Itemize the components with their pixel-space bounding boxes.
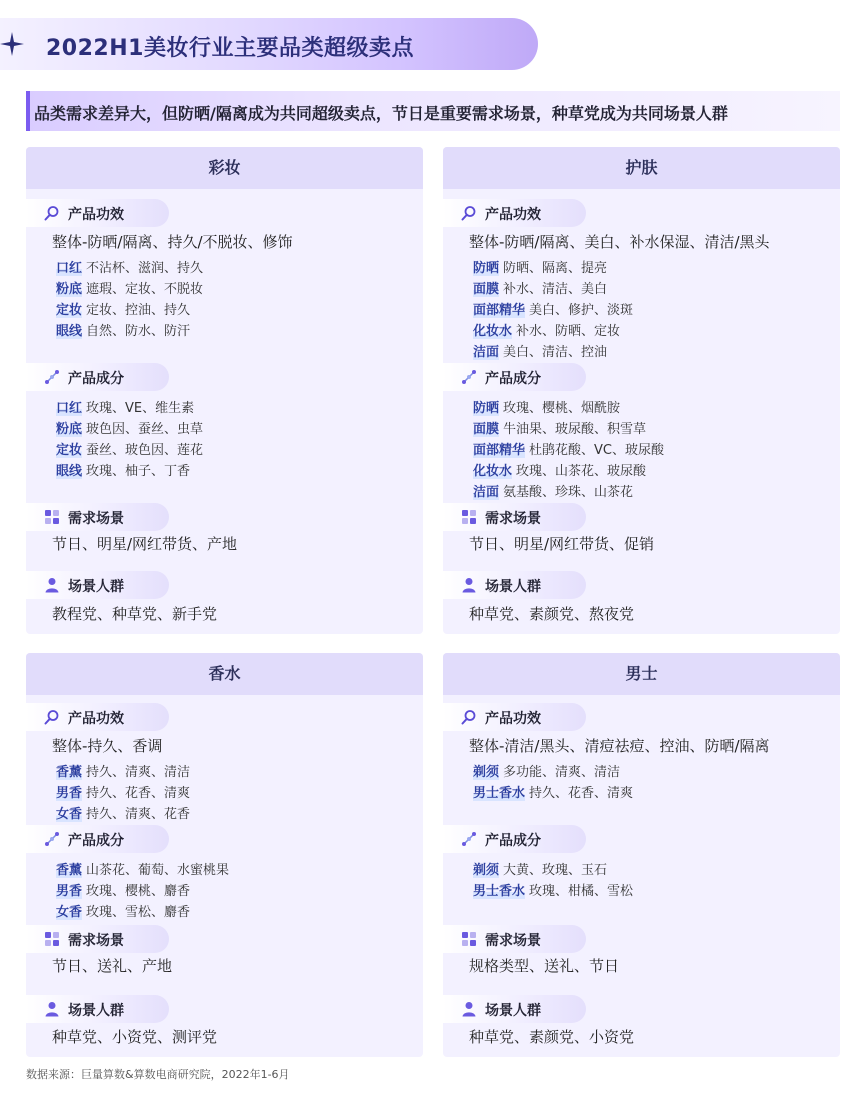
panel-men <box>443 653 840 1057</box>
list-item <box>473 397 620 416</box>
list-item <box>473 257 607 276</box>
section-tag-efficacy <box>26 199 169 227</box>
category-value: 大黄、玫瑰、玉石 <box>503 863 608 878</box>
section-tag-scenes <box>26 925 169 953</box>
category-value: 定妆、控油、持久 <box>86 303 191 318</box>
category-label: 面膜 <box>473 422 500 437</box>
section-title-scenes: 需求场景 <box>485 511 541 527</box>
list-item <box>56 439 203 458</box>
category-value: 氨基酸、珍珠、山茶花 <box>503 485 634 500</box>
list-item <box>473 320 620 339</box>
category-label: 男香 <box>56 884 83 899</box>
category-value: 蚕丝、玻色因、莲花 <box>86 443 204 458</box>
category-value: 玫瑰、VE、维生素 <box>86 401 195 416</box>
list-item <box>56 299 190 318</box>
efficacy-overall: 整体-持久、香调 <box>52 737 163 755</box>
sparkle-icon <box>0 32 24 56</box>
section-tag-efficacy <box>443 199 586 227</box>
category-value: 持久、花香、清爽 <box>86 786 191 801</box>
category-label: 化妆水 <box>473 324 513 339</box>
list-item <box>56 782 190 801</box>
category-value: 遮瑕、定妆、不脱妆 <box>86 282 204 297</box>
section-title-efficacy: 产品功效 <box>485 207 541 223</box>
crowd-text: 种草党、素颜党、熬夜党 <box>469 605 635 623</box>
category-label: 剃须 <box>473 863 500 878</box>
search-icon <box>44 205 60 221</box>
list-item <box>56 418 203 437</box>
category-label: 防晒 <box>473 401 500 416</box>
category-label: 口红 <box>56 261 83 276</box>
scenes-text: 规格类型、送礼、节日 <box>469 957 620 975</box>
category-value: 玫瑰、樱桃、烟酰胺 <box>503 401 621 416</box>
list-item <box>473 299 633 318</box>
category-value: 玫瑰、柚子、丁香 <box>86 464 191 479</box>
section-title-scenes: 需求场景 <box>68 933 124 949</box>
list-item <box>56 803 190 822</box>
category-label: 粉底 <box>56 282 83 297</box>
panel-makeup <box>26 147 423 634</box>
panel-header-skincare: 护肤 <box>443 147 840 189</box>
category-value: 不沾杯、滋润、持久 <box>86 261 204 276</box>
category-label: 防晒 <box>473 261 500 276</box>
category-label: 男香 <box>56 786 83 801</box>
grid-icon <box>44 931 60 947</box>
section-tag-scenes <box>26 503 169 531</box>
grid-icon <box>461 931 477 947</box>
section-tag-scenes <box>443 925 586 953</box>
list-item <box>473 418 646 437</box>
person-icon <box>461 577 477 593</box>
section-title-ingredients: 产品成分 <box>68 371 124 387</box>
section-title-scenes: 需求场景 <box>485 933 541 949</box>
section-title-ingredients: 产品成分 <box>485 833 541 849</box>
page-subtitle: 品类需求差异大，但防晒/隔离成为共同超级卖点，节日是重要需求场景，种草党成为共同场景人群 <box>34 104 728 123</box>
page-title: 2022H1美妆行业主要品类超级卖点 <box>46 36 414 61</box>
list-item <box>56 761 190 780</box>
section-title-crowd: 场景人群 <box>68 1003 124 1019</box>
category-label: 面部精华 <box>473 443 526 458</box>
list-item <box>56 460 190 479</box>
category-label: 剃须 <box>473 765 500 780</box>
section-tag-scenes <box>443 503 586 531</box>
section-title-efficacy: 产品功效 <box>68 711 124 727</box>
molecule-icon <box>44 369 60 385</box>
category-value: 美白、修护、淡斑 <box>529 303 634 318</box>
category-label: 女香 <box>56 905 83 920</box>
section-title-crowd: 场景人群 <box>68 579 124 595</box>
list-item <box>473 481 633 500</box>
crowd-text: 种草党、素颜党、小资党 <box>469 1028 635 1046</box>
section-tag-ingredients <box>443 825 586 853</box>
section-tag-ingredients <box>26 825 169 853</box>
list-item <box>473 460 646 479</box>
category-label: 男士香水 <box>473 884 526 899</box>
category-label: 粉底 <box>56 422 83 437</box>
category-label: 化妆水 <box>473 464 513 479</box>
category-value: 玫瑰、雪松、麝香 <box>86 905 191 920</box>
category-label: 香薰 <box>56 863 83 878</box>
panel-skincare <box>443 147 840 634</box>
category-label: 口红 <box>56 401 83 416</box>
section-tag-ingredients <box>443 363 586 391</box>
grid-icon <box>461 509 477 525</box>
molecule-icon <box>461 369 477 385</box>
section-title-efficacy: 产品功效 <box>485 711 541 727</box>
list-item <box>56 901 190 920</box>
crowd-text: 种草党、小资党、测评党 <box>52 1028 218 1046</box>
section-title-efficacy: 产品功效 <box>68 207 124 223</box>
efficacy-overall: 整体-防晒/隔离、美白、补水保湿、清洁/黑头 <box>469 233 770 251</box>
crowd-text: 教程党、种草党、新手党 <box>52 605 218 623</box>
category-value: 持久、花香、清爽 <box>529 786 634 801</box>
list-item <box>473 278 607 297</box>
subtitle-accent <box>26 91 30 131</box>
category-value: 补水、防晒、定妆 <box>516 324 621 339</box>
category-label: 定妆 <box>56 303 83 318</box>
person-icon <box>44 577 60 593</box>
search-icon <box>461 709 477 725</box>
search-icon <box>461 205 477 221</box>
section-tag-efficacy <box>26 703 169 731</box>
panel-header-makeup: 彩妆 <box>26 147 423 189</box>
person-icon <box>44 1001 60 1017</box>
category-label: 眼线 <box>56 464 83 479</box>
panel-header-men: 男士 <box>443 653 840 695</box>
category-value: 自然、防水、防汗 <box>86 324 191 339</box>
category-value: 持久、清爽、花香 <box>86 807 191 822</box>
scenes-text: 节日、送礼、产地 <box>52 957 173 975</box>
data-source-note: 数据来源：巨量算数&算数电商研究院，2022年1-6月 <box>26 1068 290 1081</box>
category-value: 玫瑰、樱桃、麝香 <box>86 884 191 899</box>
category-value: 玫瑰、柑橘、雪松 <box>529 884 634 899</box>
scenes-text: 节日、明星/网红带货、产地 <box>52 535 238 553</box>
section-tag-crowd <box>443 995 586 1023</box>
category-value: 美白、清洁、控油 <box>503 345 608 360</box>
list-item <box>473 782 633 801</box>
molecule-icon <box>461 831 477 847</box>
category-label: 定妆 <box>56 443 83 458</box>
search-icon <box>44 709 60 725</box>
list-item <box>56 257 203 276</box>
list-item <box>56 859 229 878</box>
category-value: 防晒、隔离、提亮 <box>503 261 608 276</box>
person-icon <box>461 1001 477 1017</box>
panel-header-perfume: 香水 <box>26 653 423 695</box>
list-item <box>56 278 203 297</box>
category-label: 面部精华 <box>473 303 526 318</box>
section-tag-crowd <box>443 571 586 599</box>
category-label: 香薰 <box>56 765 83 780</box>
category-label: 洁面 <box>473 485 500 500</box>
section-title-crowd: 场景人群 <box>485 579 541 595</box>
efficacy-overall: 整体-清洁/黑头、清痘祛痘、控油、防晒/隔离 <box>469 737 770 755</box>
category-value: 持久、清爽、清洁 <box>86 765 191 780</box>
list-item <box>56 397 194 416</box>
efficacy-overall: 整体-防晒/隔离、持久/不脱妆、修饰 <box>52 233 293 251</box>
list-item <box>473 761 620 780</box>
section-tag-ingredients <box>26 363 169 391</box>
list-item <box>473 859 607 878</box>
category-value: 玫瑰、山茶花、玻尿酸 <box>516 464 647 479</box>
molecule-icon <box>44 831 60 847</box>
panel-perfume <box>26 653 423 1057</box>
list-item <box>473 439 664 458</box>
section-title-ingredients: 产品成分 <box>485 371 541 387</box>
section-title-crowd: 场景人群 <box>485 1003 541 1019</box>
category-label: 面膜 <box>473 282 500 297</box>
section-tag-crowd <box>26 995 169 1023</box>
category-value: 补水、清洁、美白 <box>503 282 608 297</box>
category-value: 玻色因、蚕丝、虫草 <box>86 422 204 437</box>
category-value: 牛油果、玻尿酸、积雪草 <box>503 422 647 437</box>
list-item <box>56 880 190 899</box>
section-tag-crowd <box>26 571 169 599</box>
category-value: 杜鹃花酸、VC、玻尿酸 <box>529 443 664 458</box>
section-title-scenes: 需求场景 <box>68 511 124 527</box>
section-tag-efficacy <box>443 703 586 731</box>
list-item <box>56 320 190 339</box>
category-label: 眼线 <box>56 324 83 339</box>
category-label: 男士香水 <box>473 786 526 801</box>
scenes-text: 节日、明星/网红带货、促销 <box>469 535 655 553</box>
category-value: 山茶花、葡萄、水蜜桃果 <box>86 863 230 878</box>
category-label: 女香 <box>56 807 83 822</box>
list-item <box>473 880 633 899</box>
category-value: 多功能、清爽、清洁 <box>503 765 621 780</box>
list-item <box>473 341 607 360</box>
category-label: 洁面 <box>473 345 500 360</box>
section-title-ingredients: 产品成分 <box>68 833 124 849</box>
grid-icon <box>44 509 60 525</box>
